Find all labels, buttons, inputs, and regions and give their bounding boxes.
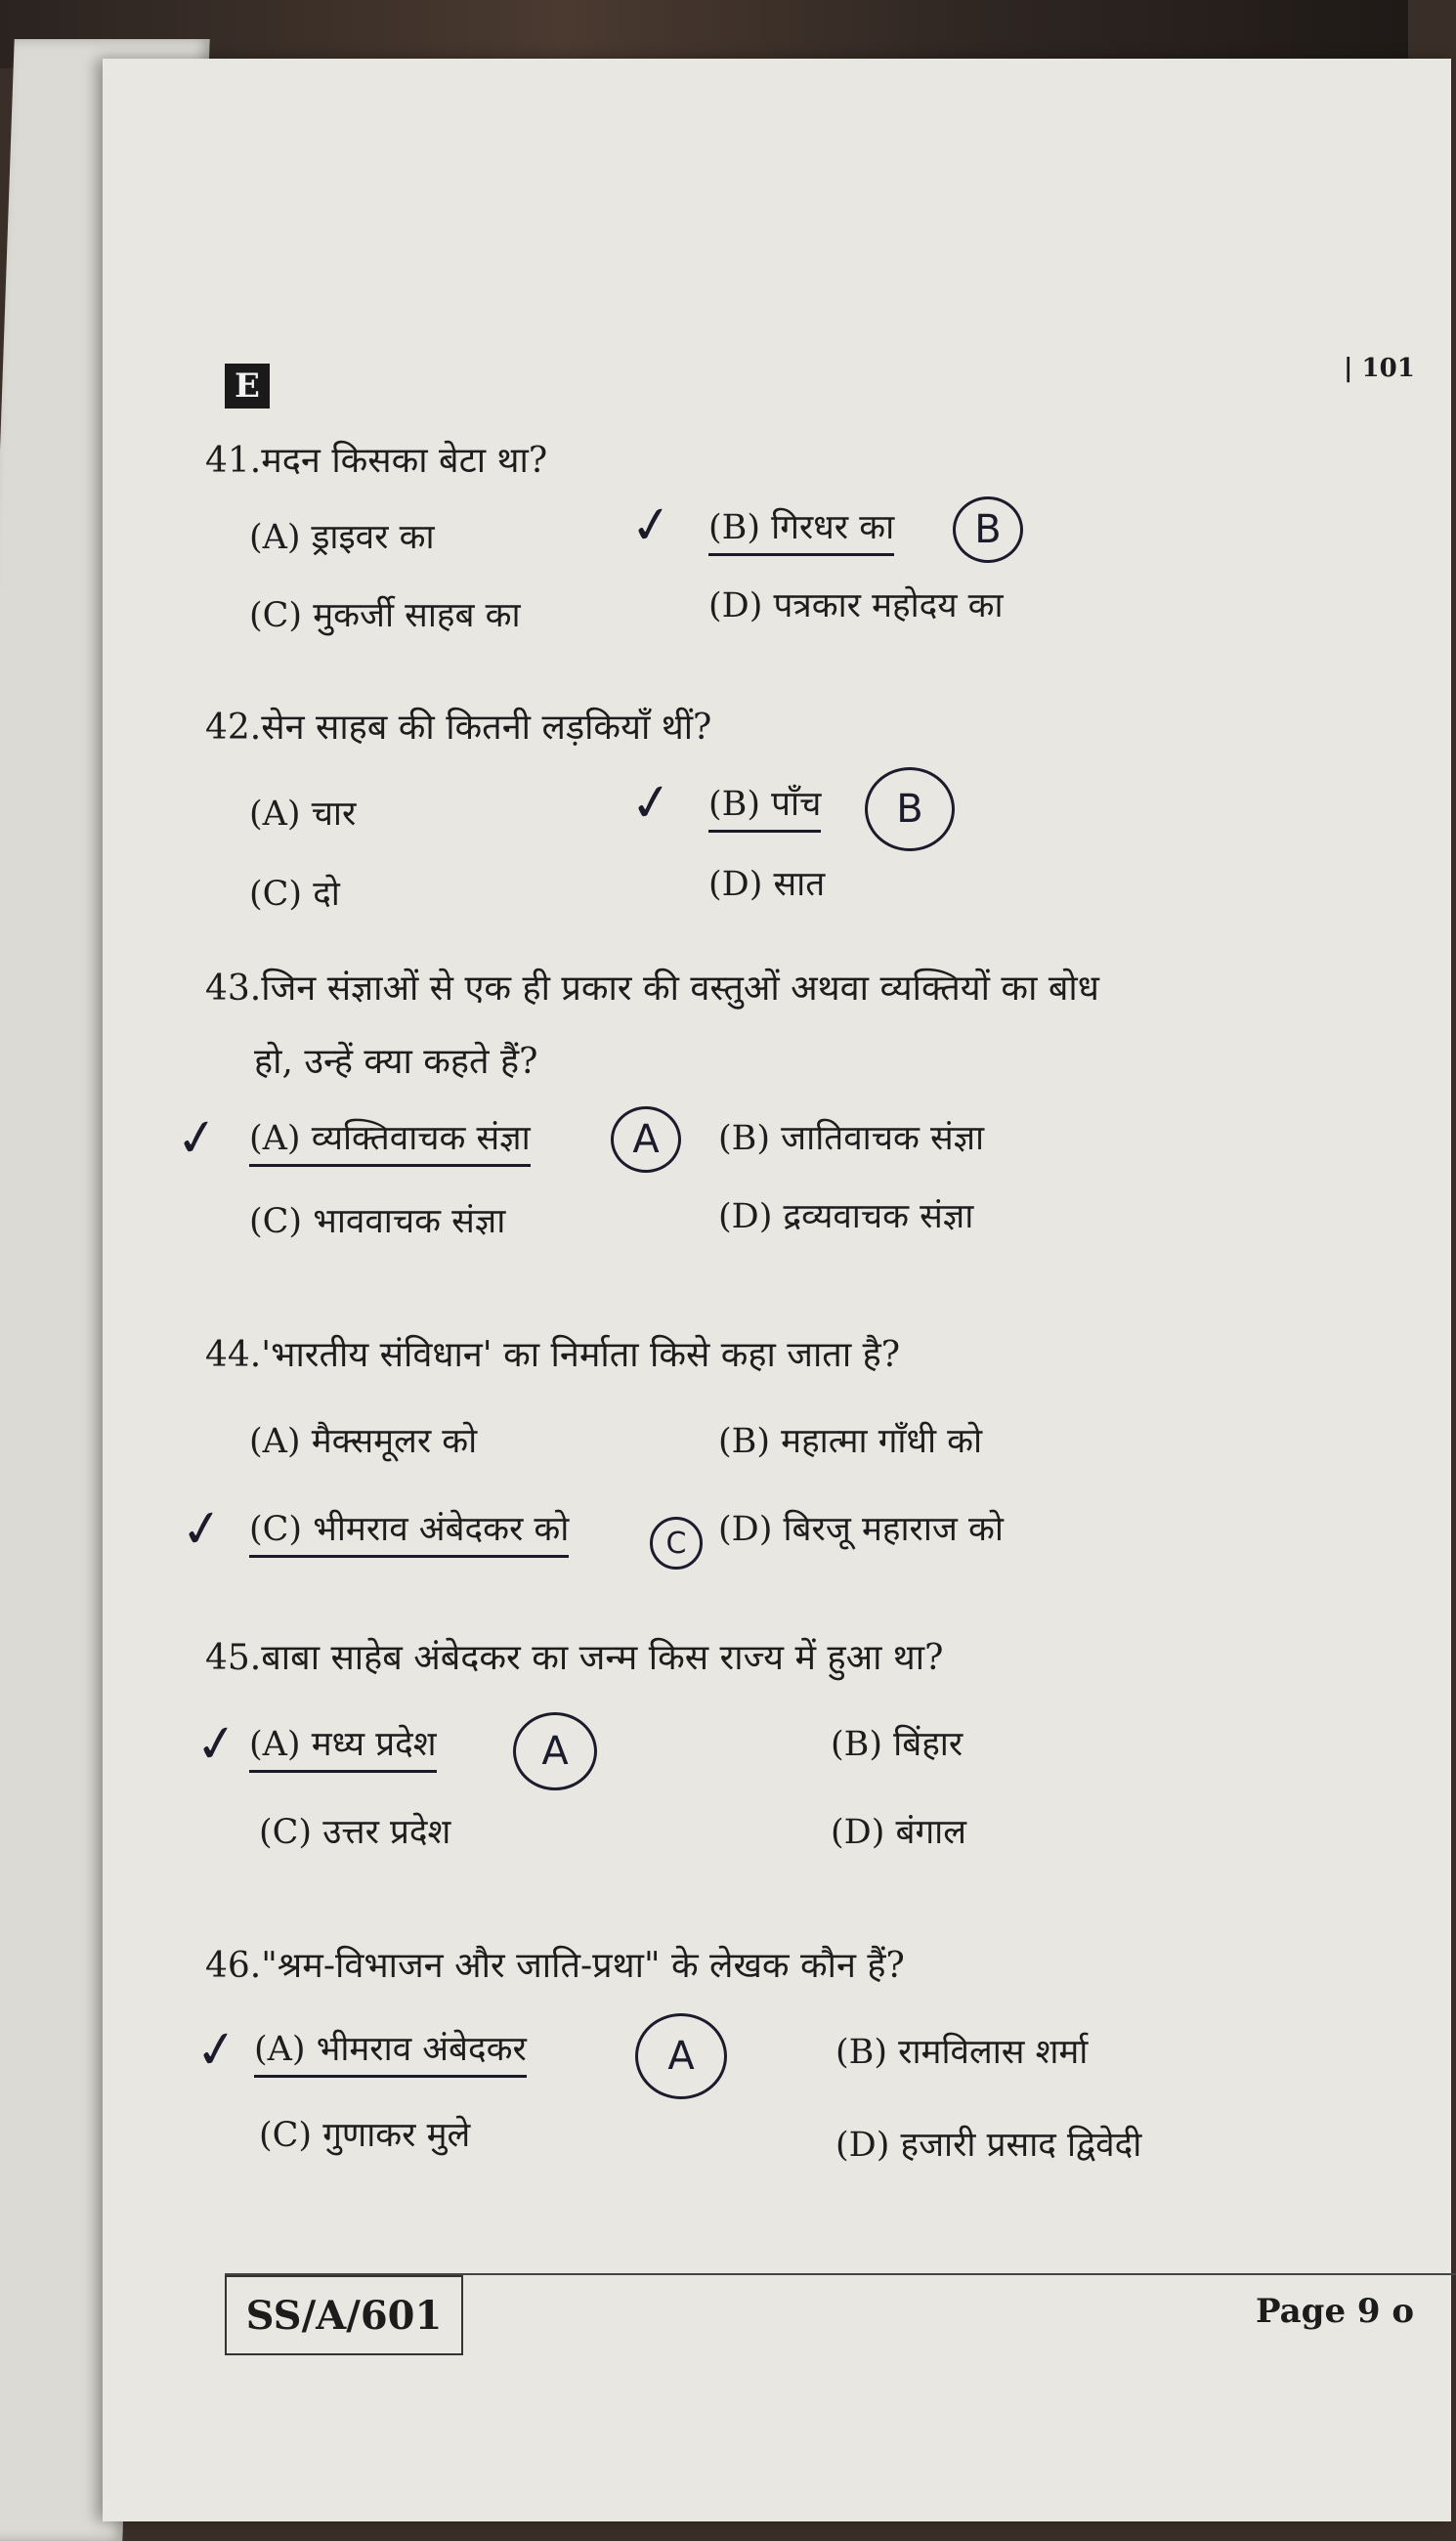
exam-page xyxy=(103,59,1451,2521)
question-43: 43.जिन संज्ञाओं से एक ही प्रकार की वस्तुओं अथवा व्यक्तियों का बोध xyxy=(205,969,1099,1009)
q45-option-d[interactable]: (D) बंगाल xyxy=(831,1813,966,1852)
q43-option-d[interactable]: (D) द्रव्यवाचक संज्ञा xyxy=(718,1197,974,1236)
q43-option-b[interactable]: (B) जातिवाचक संज्ञा xyxy=(718,1119,985,1158)
check-mark-icon: ✓ xyxy=(172,1106,223,1171)
question-44: 44.'भारतीय संविधान' का निर्माता किसे कहा जाता है? xyxy=(205,1335,901,1375)
q41-option-a[interactable]: (A) ड्राइवर का xyxy=(249,518,435,557)
q46-option-a[interactable]: (A) भीमराव अंबेदकर xyxy=(254,2025,527,2078)
q42-option-a[interactable]: (A) चार xyxy=(249,795,357,834)
q44-option-a[interactable]: (A) मैक्समूलर को xyxy=(249,1422,478,1461)
q44-option-b[interactable]: (B) महात्मा गाँधी को xyxy=(718,1422,983,1461)
q45-option-c[interactable]: (C) उत्तर प्रदेश xyxy=(259,1813,451,1852)
q45-option-b[interactable]: (B) बिंहार xyxy=(831,1725,964,1764)
page-label: Page 9 o xyxy=(1256,2292,1415,2331)
section-mark: E xyxy=(225,364,270,409)
q44-option-d[interactable]: (D) बिरजू महाराज को xyxy=(718,1510,1004,1549)
q42-option-d[interactable]: (D) सात xyxy=(708,865,826,904)
page-number: | 101 xyxy=(1344,354,1415,383)
question-42: 42.सेन साहब की कितनी लड़कियाँ थीं? xyxy=(205,708,712,748)
q41-option-b[interactable]: (B) गिरधर का xyxy=(708,503,894,556)
q46-option-b[interactable]: (B) रामविलास शर्मा xyxy=(835,2033,1089,2072)
answer-circle: A xyxy=(611,1106,681,1173)
q46-option-c[interactable]: (C) गुणाकर मुले xyxy=(259,2116,471,2155)
paper-code: SS/A/601 xyxy=(225,2275,463,2355)
q42-option-c[interactable]: (C) दो xyxy=(249,875,340,914)
check-mark-icon: ✓ xyxy=(626,771,677,836)
q44-option-c[interactable]: (C) भीमराव अंबेदकर को xyxy=(249,1505,569,1558)
q43-option-a[interactable]: (A) व्यक्तिवाचक संज्ञा xyxy=(249,1114,531,1167)
check-mark-icon: ✓ xyxy=(192,2018,242,2083)
question-45: 45.बाबा साहेब अंबेदकर का जन्म किस राज्य में हुआ था? xyxy=(205,1638,944,1678)
check-mark-icon: ✓ xyxy=(626,494,677,558)
check-mark-icon: ✓ xyxy=(177,1497,228,1562)
question-46: 46."श्रम-विभाजन और जाति-प्रथा" के लेखक कौन हैं? xyxy=(205,1946,905,1986)
q45-option-a[interactable]: (A) मध्य प्रदेश xyxy=(249,1720,437,1773)
q42-option-b[interactable]: (B) पाँच xyxy=(708,780,821,833)
question-43-cont: हो, उन्हें क्या कहते हैं? xyxy=(254,1042,538,1082)
q41-option-d[interactable]: (D) पत्रकार महोदय का xyxy=(708,586,1004,625)
answer-circle: A xyxy=(513,1712,597,1790)
check-mark-icon: ✓ xyxy=(192,1712,242,1777)
answer-circle: B xyxy=(953,496,1023,563)
answer-circle: A xyxy=(635,2013,727,2099)
q43-option-c[interactable]: (C) भाववाचक संज्ञा xyxy=(249,1202,506,1241)
question-41: 41.मदन किसका बेटा था? xyxy=(205,441,548,481)
answer-circle: B xyxy=(865,767,955,851)
q41-option-c[interactable]: (C) मुकर्जी साहब का xyxy=(249,596,521,635)
q46-option-d[interactable]: (D) हजारी प्रसाद द्विवेदी xyxy=(835,2126,1142,2165)
answer-circle: C xyxy=(650,1517,703,1570)
